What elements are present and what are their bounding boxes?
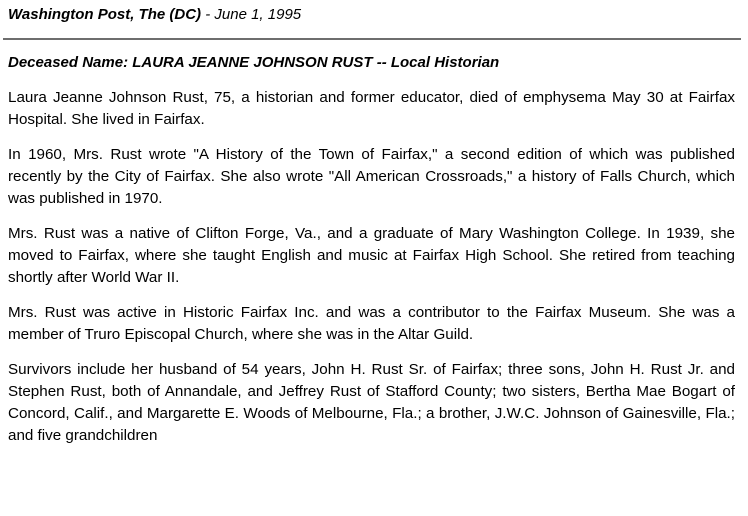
article-body: [8, 52, 735, 460]
deceased-name-heading: Deceased Name: LAURA JEANNE JOHNSON RUST -- Local Historian: [8, 54, 500, 71]
article-paragraph: Laura Jeanne Johnson Rust, 75, a historian and former educator, died of emphysema May 30 at Fairfax Hospital. She lived in Fairfax.: [8, 89, 735, 128]
article-paragraph: Mrs. Rust was active in Historic Fairfax Inc. and was a contributor to the Fairfax Museum. She was a member of Truro Episcopal Church, where she was in the Altar Guild.: [8, 304, 735, 343]
article-paragraph: In 1960, Mrs. Rust wrote "A History of the Town of Fairfax," a second edition of which was published recently by the City of Fairfax. She also wrote "All American Crossroads," a history of Falls Church, which was published in 1970.: [8, 146, 735, 207]
article-paragraph: Mrs. Rust was a native of Clifton Forge, Va., and a graduate of Mary Washington College. In 1939, she moved to Fairfax, where she taught English and music at Fairfax High School. She retired from teaching shortly after World War II.: [8, 225, 735, 286]
date-separator: -: [201, 6, 215, 23]
publication-source: Washington Post, The (DC): [8, 6, 202, 23]
publication-date: June 1, 1995: [214, 6, 302, 23]
header-divider: [3, 38, 741, 40]
publication-header: [8, 5, 301, 25]
article-paragraph: Survivors include her husband of 54 years, John H. Rust Sr. of Fairfax; three sons, John H. Rust Jr. and Stephen Rust, both of Annandale, and Jeffrey Rust of Stafford County; two sisters, Bertha Mae Bogart of Concord, Calif., and Margarette E. Woods of Melbourne, Fla.; a brother, J.W.C. Johnson of Gainesville, Fla.; and five grandchildren: [8, 361, 735, 444]
